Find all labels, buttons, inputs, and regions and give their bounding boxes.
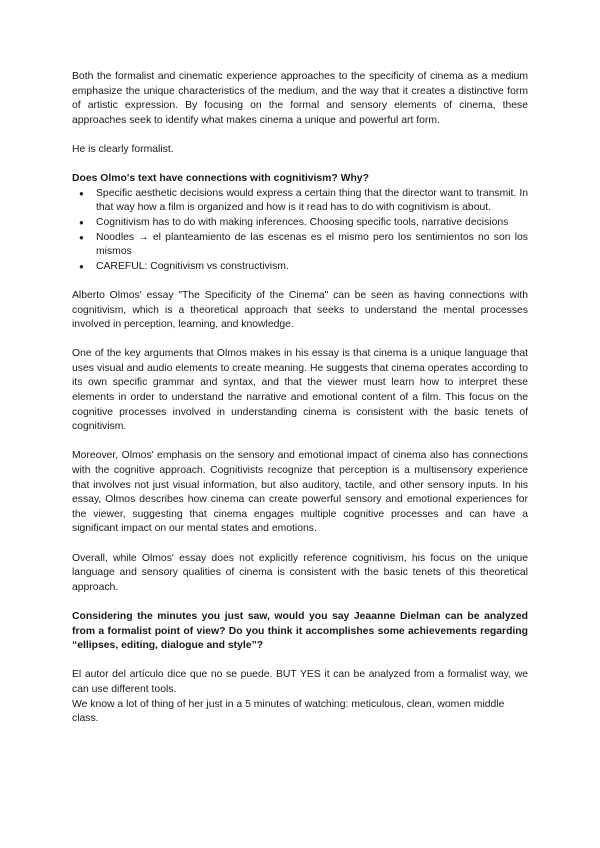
formalist-statement: He is clearly formalist. xyxy=(72,143,174,155)
moreover-paragraph: Moreover, Olmos' emphasis on the sensory and emotional impact of cinema also has connections with the cognitive approach. Cognitivists recognize that perception is a multisensory experience that involves not just visual information, but also auditory, tactile, and other sensory inputs. In his essay, Olmos describes how cinema can create powerful sensory and emotional experiences for the viewer, suggesting that cinema engages multiple cognitive processes and can have a significant impact on our mental states and emotions. xyxy=(72,450,528,535)
list-item: ● Specific aesthetic decisions would express a certain thing that the director want to transmit. In that way how a film is organized and how is it read has to do with cognitivism is about. xyxy=(96,187,528,216)
answer-paragraph-2: We know a lot of thing of her just in a 5 minutes of watching: meticulous, clean, women middle class. xyxy=(72,698,505,725)
list-item: ● CAREFUL: Cognitivism vs constructivism. xyxy=(96,260,528,275)
key-arguments-paragraph: One of the key arguments that Olmos makes in his essay is that cinema is a unique language that uses visual and audio elements to create meaning. He suggests that cinema operates according to its own specific grammar and syntax, and that the viewer must learn how to interpret these elements in order to understand the narrative and emotional content of a film. This focus on the cognitive processes involved in understanding cinema is consistent with the basic tenets of cognitivism. xyxy=(72,348,528,433)
essay-paragraph: Alberto Olmos' essay "The Specificity of the Cinema" can be seen as having connections with cognitivism, which is a theoretical approach that seeks to understand the mental processes involved in perception, learning, and knowledge. xyxy=(72,289,528,331)
list-item: ● Cognitivism has to do with making inferences. Choosing specific tools, narrative decisions xyxy=(96,216,528,231)
answer-paragraph: El autor del artículo dice que no se puede. BUT YES it can be analyzed from a formalist way, we can use different tools. xyxy=(72,669,528,695)
bullet-list xyxy=(72,187,528,275)
overall-paragraph: Overall, while Olmos' essay does not explicitly reference cognitivism, his focus on the unique language and sensory qualities of cinema is consistent with the basic tenets of this theoretical approach. xyxy=(72,552,528,593)
document-page xyxy=(72,70,528,727)
question-cognitivism: Does Olmo's text have connections with cognitivism? Why? xyxy=(72,173,369,185)
list-item: ● Noodles → el planteamiento de las escenas es el mismo pero los sentimientos no son los mismos xyxy=(96,231,528,260)
question-jeanne-dielman: Considering the minutes you just saw, would you say Jeaanne Dielman can be analyzed from a formalist point of view? Do you think it accomplishes some achievements regarding “ellipses, editing, dialogue and style”? xyxy=(72,610,528,652)
intro-paragraph: Both the formalist and cinematic experience approaches to the specificity of cinema as a medium emphasize the unique characteristics of the medium, and the way that it creates a distinctive form of artistic expression. By focusing on the formal and sensory elements of cinema, these approaches seek to identify what makes cinema a unique and powerful art form. xyxy=(72,71,528,126)
